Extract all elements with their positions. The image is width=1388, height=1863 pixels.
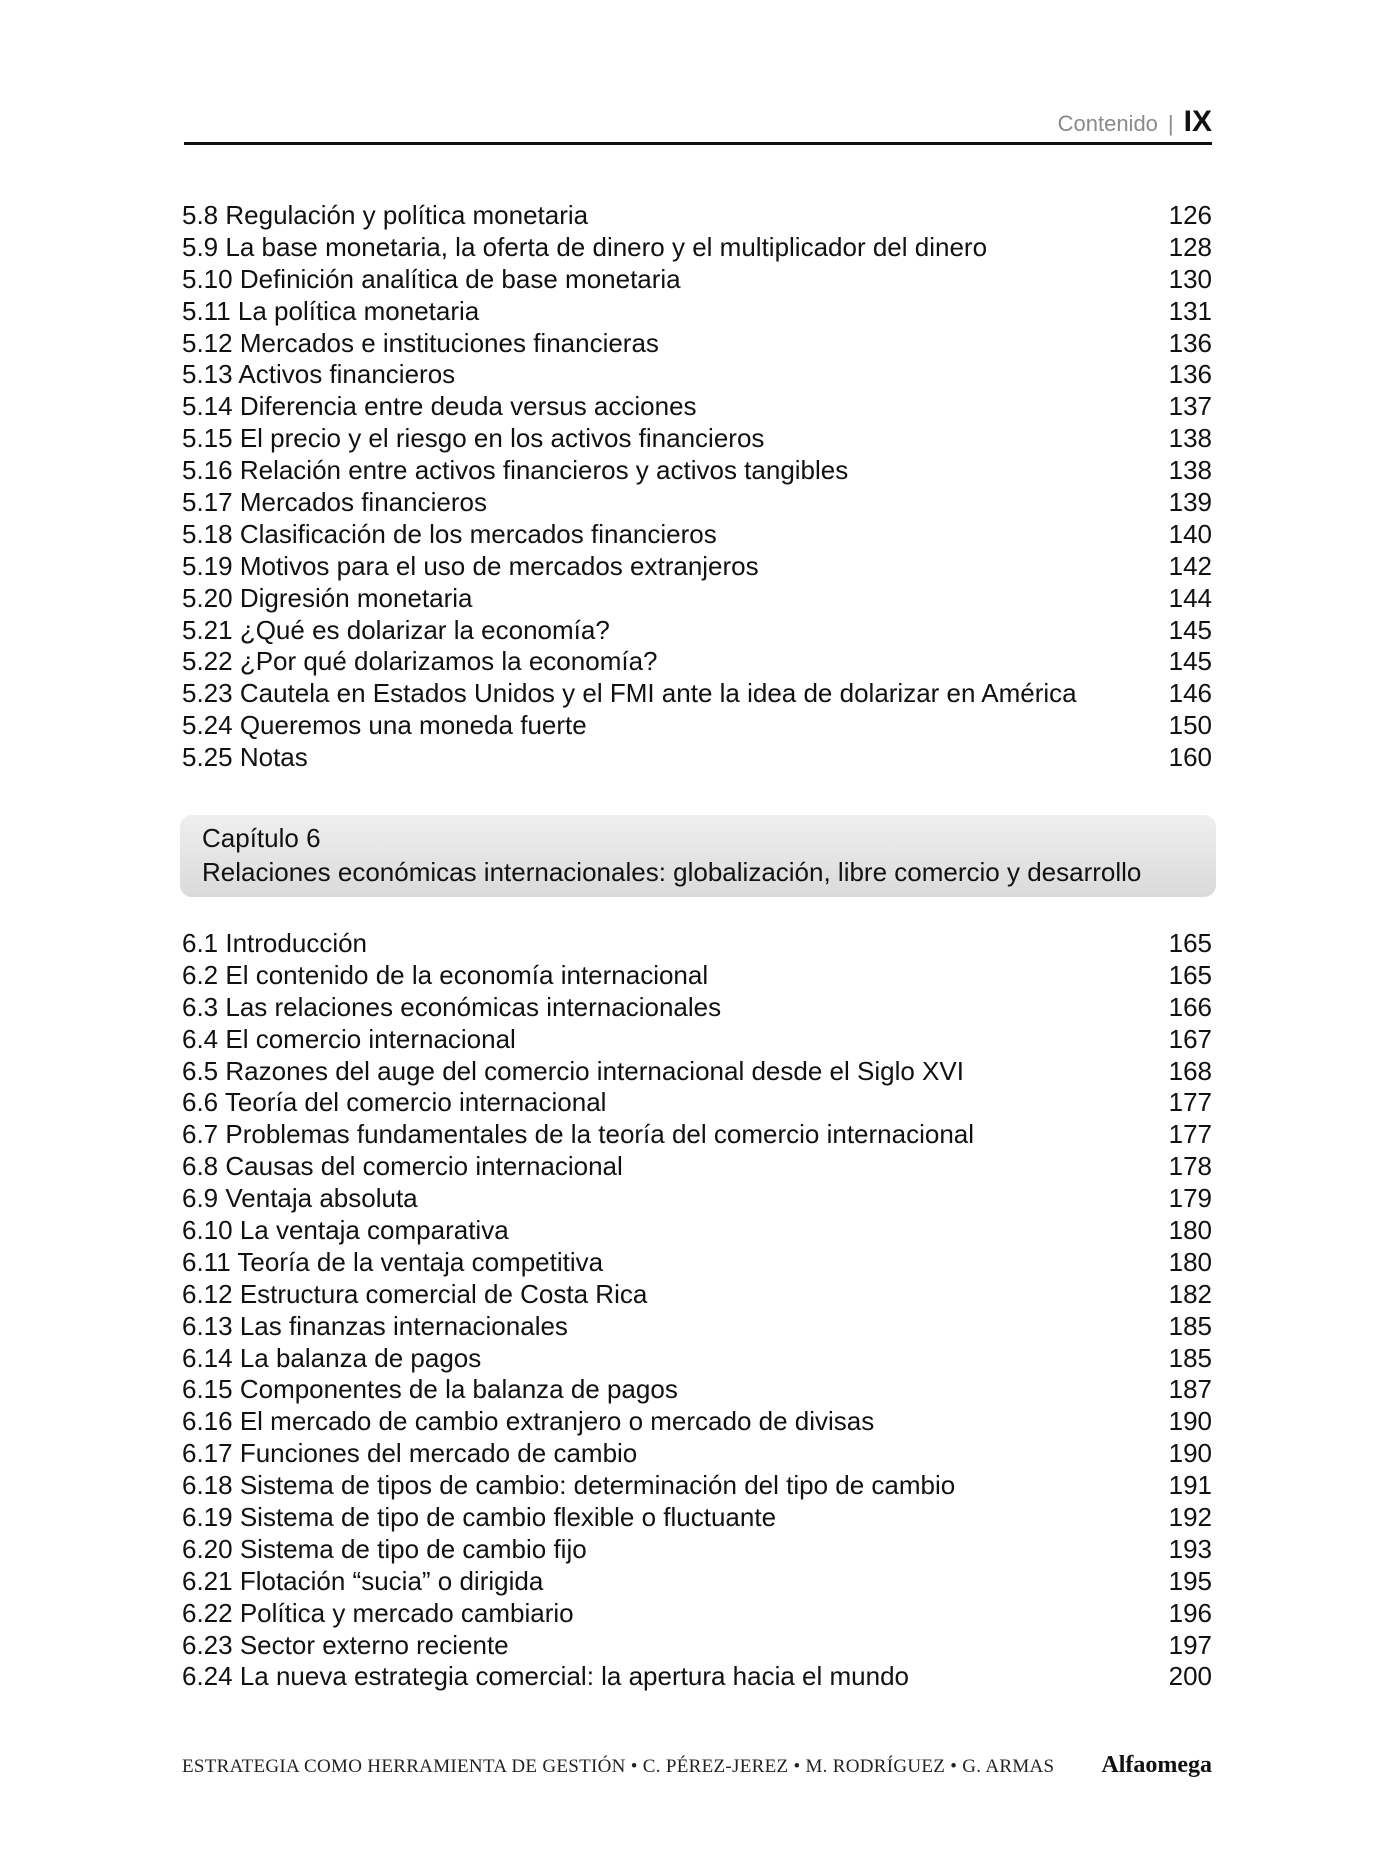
toc-entry (182, 328, 1212, 360)
toc-entry-page: 165 (1168, 959, 1212, 990)
toc-entry-page: 190 (1168, 1406, 1212, 1437)
toc-entry (182, 1630, 1212, 1662)
toc-list-chapter-5 (182, 200, 1212, 774)
toc-entry (182, 710, 1212, 742)
toc-entry-title: 6.13 Las finanzas internacionales (182, 1310, 568, 1341)
toc-entry (182, 1502, 1212, 1534)
toc-entry-title: 5.22 ¿Por qué dolarizamos la economía? (182, 646, 658, 677)
toc-entry (182, 1119, 1212, 1151)
toc-entry-title: 6.15 Componentes de la balanza de pagos (182, 1374, 678, 1405)
toc-entry-page: 177 (1168, 1119, 1212, 1150)
toc-entry-title: 5.25 Notas (182, 742, 308, 773)
toc-entry-title: 6.19 Sistema de tipo de cambio flexible o fluctuante (182, 1502, 777, 1533)
toc-entry-title: 5.23 Cautela en Estados Unidos y el FMI ante la idea de dolarizar en América (182, 678, 1077, 709)
page-footer (182, 1752, 1212, 1779)
toc-entry-title: 6.20 Sistema de tipo de cambio fijo (182, 1533, 587, 1564)
toc-entry-page: 139 (1168, 487, 1212, 518)
toc-entry-page: 131 (1168, 295, 1212, 326)
toc-entry-page: 140 (1168, 518, 1212, 549)
toc-entry-page: 145 (1168, 646, 1212, 677)
toc-entry (182, 1374, 1212, 1406)
toc-entry-title: 6.21 Flotación “sucia” o dirigida (182, 1565, 544, 1596)
toc-entry-title: 6.16 El mercado de cambio extranjero o mercado de divisas (182, 1406, 875, 1437)
toc-entry-page: 145 (1168, 614, 1212, 645)
toc-entry (182, 1534, 1212, 1566)
toc-entry (182, 1087, 1212, 1119)
toc-entry-page: 160 (1168, 742, 1212, 773)
toc-entry-page: 168 (1168, 1055, 1212, 1086)
toc-entry-page: 197 (1168, 1629, 1212, 1660)
toc-entry-page: 165 (1168, 928, 1212, 958)
toc-entry (182, 1024, 1212, 1056)
page-header (184, 105, 1212, 145)
toc-entry-title: 5.17 Mercados financieros (182, 487, 487, 518)
toc-entry (182, 1215, 1212, 1247)
toc-entry (182, 1470, 1212, 1502)
chapter-label: Capítulo 6 (202, 823, 321, 853)
toc-entry (182, 296, 1212, 328)
toc-entry-page: 180 (1168, 1215, 1212, 1246)
toc-entry-title: 5.14 Diferencia entre deuda versus acciones (182, 391, 697, 422)
toc-entry-page: 128 (1168, 231, 1212, 262)
toc-entry-page: 192 (1168, 1502, 1212, 1533)
toc-entry-page: 126 (1168, 200, 1212, 230)
publisher-name: Alfaomega (1101, 1752, 1212, 1778)
toc-entry-title: 5.11 La política monetaria (182, 295, 480, 326)
toc-entry (182, 615, 1212, 647)
toc-entry-page: 182 (1168, 1278, 1212, 1309)
toc-entry-title: 5.24 Queremos una moneda fuerte (182, 710, 587, 741)
toc-entry-title: 6.3 Las relaciones económicas internacionales (182, 991, 722, 1022)
chapter-title: Relaciones económicas internacionales: globalización, libre comercio y desarrollo (202, 857, 1142, 887)
toc-entry-title: 6.4 El comercio internacional (182, 1023, 516, 1054)
toc-entry-title: 5.12 Mercados e instituciones financieras (182, 327, 659, 358)
toc-entry (182, 455, 1212, 487)
toc-entry-title: 5.8 Regulación y política monetaria (182, 200, 589, 230)
toc-entry-page: 179 (1168, 1183, 1212, 1214)
toc-entry-title: 6.1 Introducción (182, 928, 368, 958)
toc-entry-page: 146 (1168, 678, 1212, 709)
toc-entry-title: 5.13 Activos financieros (182, 359, 456, 390)
page-number: IX (1183, 105, 1212, 138)
toc-entry (182, 1661, 1212, 1693)
toc-entry (182, 519, 1212, 551)
toc-entry-page: 138 (1168, 423, 1212, 454)
toc-entry (182, 1566, 1212, 1598)
toc-entry (182, 1151, 1212, 1183)
toc-entry-page: 150 (1168, 710, 1212, 741)
toc-entry-page: 178 (1168, 1151, 1212, 1182)
toc-entry-title: 6.2 El contenido de la economía internacional (182, 959, 709, 990)
toc-entry (182, 1183, 1212, 1215)
toc-entry-title: 6.12 Estructura comercial de Costa Rica (182, 1278, 648, 1309)
toc-entry (182, 232, 1212, 264)
toc-entry-page: 193 (1168, 1533, 1212, 1564)
toc-entry (182, 359, 1212, 391)
chapter-heading-box (180, 815, 1216, 897)
toc-entry (182, 423, 1212, 455)
toc-entry-title: 6.14 La balanza de pagos (182, 1342, 482, 1373)
toc-entry-page: 177 (1168, 1087, 1212, 1118)
toc-entry-title: 6.9 Ventaja absoluta (182, 1183, 418, 1214)
toc-entry (182, 1438, 1212, 1470)
toc-entry (182, 1311, 1212, 1343)
toc-entry-title: 6.5 Razones del auge del comercio internacional desde el Siglo XVI (182, 1055, 964, 1086)
toc-list-chapter-6 (182, 928, 1212, 1693)
toc-entry (182, 1247, 1212, 1279)
toc-entry-title: 6.8 Causas del comercio internacional (182, 1151, 623, 1182)
toc-entry-title: 6.18 Sistema de tipos de cambio: determinación del tipo de cambio (182, 1470, 956, 1501)
toc-entry-page: 138 (1168, 455, 1212, 486)
toc-entry (182, 200, 1212, 232)
toc-entry (182, 960, 1212, 992)
toc-entry-title: 6.10 La ventaja comparativa (182, 1215, 509, 1246)
toc-entry (182, 742, 1212, 774)
section-label: Contenido (1057, 111, 1158, 136)
toc-entry-page: 190 (1168, 1438, 1212, 1469)
toc-entry-page: 142 (1168, 550, 1212, 581)
toc-entry-page: 180 (1168, 1246, 1212, 1277)
header-separator: | (1167, 111, 1174, 136)
toc-entry-title: 5.10 Definición analítica de base monetaria (182, 263, 681, 294)
toc-entry-page: 185 (1168, 1310, 1212, 1341)
toc-entry-title: 6.11 Teoría de la ventaja competitiva (182, 1246, 604, 1277)
footer-book-info: ESTRATEGIA COMO HERRAMIENTA DE GESTIÓN • C. PÉREZ-JEREZ • M. RODRÍGUEZ • G. ARMAS (182, 1756, 1055, 1777)
toc-entry-page: 167 (1168, 1023, 1212, 1054)
toc-entry-title: 6.24 La nueva estrategia comercial: la apertura hacia el mundo (182, 1661, 909, 1692)
toc-entry (182, 1598, 1212, 1630)
toc-entry (182, 264, 1212, 296)
toc-entry (182, 928, 1212, 960)
toc-entry (182, 391, 1212, 423)
toc-entry (182, 646, 1212, 678)
toc-entry-page: 200 (1168, 1661, 1212, 1692)
toc-entry-title: 6.17 Funciones del mercado de cambio (182, 1438, 638, 1469)
toc-entry (182, 551, 1212, 583)
toc-entry-title: 6.7 Problemas fundamentales de la teoría del comercio internacional (182, 1119, 975, 1150)
toc-entry (182, 583, 1212, 615)
toc-entry-page: 191 (1168, 1470, 1212, 1501)
toc-entry (182, 487, 1212, 519)
toc-entry-page: 136 (1168, 327, 1212, 358)
toc-entry (182, 1279, 1212, 1311)
toc-entry-title: 5.15 El precio y el riesgo en los activos financieros (182, 423, 765, 454)
toc-entry (182, 678, 1212, 710)
toc-entry-page: 185 (1168, 1342, 1212, 1373)
toc-entry (182, 992, 1212, 1024)
toc-entry (182, 1406, 1212, 1438)
toc-entry (182, 1343, 1212, 1375)
toc-entry (182, 1056, 1212, 1088)
toc-entry-page: 130 (1168, 263, 1212, 294)
toc-entry-page: 187 (1168, 1374, 1212, 1405)
toc-entry-title: 6.22 Política y mercado cambiario (182, 1597, 574, 1628)
toc-entry-page: 144 (1168, 582, 1212, 613)
toc-entry-title: 5.21 ¿Qué es dolarizar la economía? (182, 614, 610, 645)
toc-entry-title: 6.6 Teoría del comercio internacional (182, 1087, 607, 1118)
toc-entry-title: 6.23 Sector externo reciente (182, 1629, 509, 1660)
toc-entry-title: 5.20 Digresión monetaria (182, 582, 473, 613)
header-right (1058, 105, 1212, 139)
toc-entry-page: 137 (1168, 391, 1212, 422)
toc-entry-title: 5.18 Clasificación de los mercados financieros (182, 518, 717, 549)
toc-entry-page: 166 (1168, 991, 1212, 1022)
toc-entry-title: 5.16 Relación entre activos financieros y activos tangibles (182, 455, 849, 486)
toc-entry-page: 195 (1168, 1565, 1212, 1596)
toc-entry-title: 5.19 Motivos para el uso de mercados extranjeros (182, 550, 759, 581)
toc-entry-page: 136 (1168, 359, 1212, 390)
toc-entry-title: 5.9 La base monetaria, la oferta de dinero y el multiplicador del dinero (182, 231, 988, 262)
toc-entry-page: 196 (1168, 1597, 1212, 1628)
